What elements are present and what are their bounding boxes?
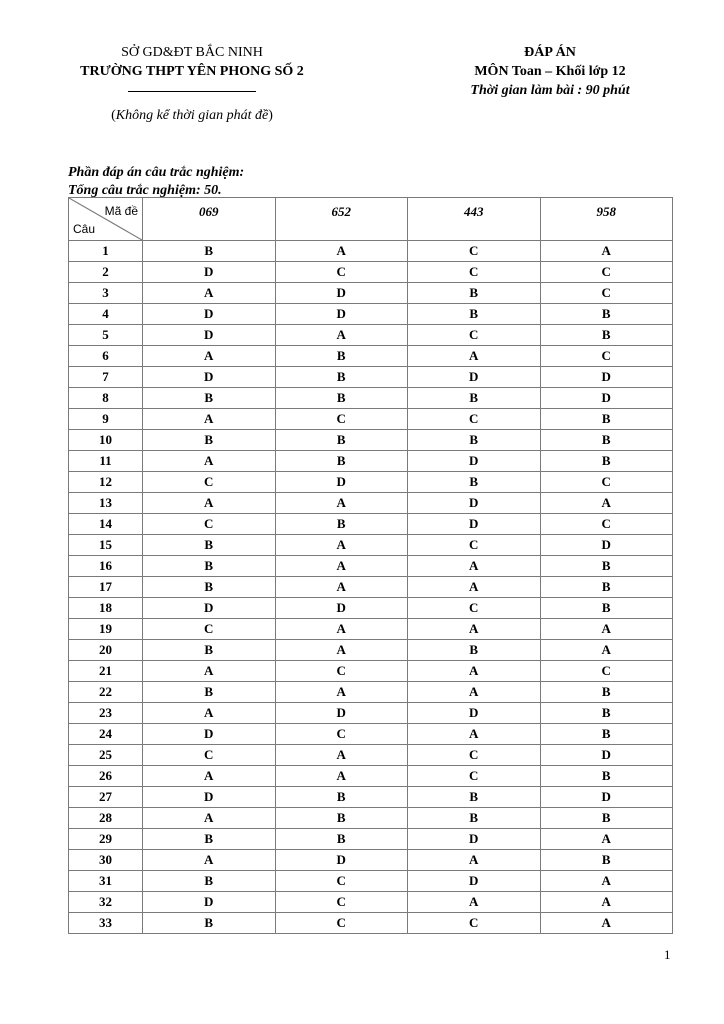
answer-cell: B — [540, 556, 673, 577]
answer-cell: A — [143, 808, 276, 829]
question-number: 6 — [69, 346, 143, 367]
question-number: 22 — [69, 682, 143, 703]
answer-cell: C — [408, 409, 541, 430]
question-number: 24 — [69, 724, 143, 745]
answer-cell: B — [143, 640, 276, 661]
question-number: 21 — [69, 661, 143, 682]
answer-cell: A — [275, 535, 408, 556]
answer-cell: B — [540, 451, 673, 472]
answer-cell: A — [408, 556, 541, 577]
table-row — [69, 871, 673, 892]
answer-cell: D — [143, 367, 276, 388]
table-row — [69, 430, 673, 451]
answer-cell: A — [408, 724, 541, 745]
answer-cell: C — [540, 514, 673, 535]
header-row — [69, 198, 673, 241]
question-number: 10 — [69, 430, 143, 451]
answer-cell: B — [143, 241, 276, 262]
answer-cell: C — [143, 619, 276, 640]
total-questions: Tổng câu trắc nghiệm: 50. — [68, 183, 222, 198]
answer-cell: B — [143, 388, 276, 409]
answer-cell: C — [540, 472, 673, 493]
answer-cell: D — [408, 451, 541, 472]
answer-cell: D — [408, 493, 541, 514]
answer-cell: C — [540, 661, 673, 682]
answer-cell: A — [540, 493, 673, 514]
table-row — [69, 703, 673, 724]
answer-cell: B — [540, 577, 673, 598]
question-number: 5 — [69, 325, 143, 346]
document-title: ĐÁP ÁN — [524, 45, 576, 60]
time-note-close: ) — [268, 108, 273, 123]
exam-code-header: 443 — [408, 198, 541, 241]
corner-cell — [69, 198, 143, 241]
question-number: 7 — [69, 367, 143, 388]
answer-cell: A — [275, 577, 408, 598]
question-number: 28 — [69, 808, 143, 829]
table-row — [69, 682, 673, 703]
answer-cell: C — [408, 262, 541, 283]
table-row — [69, 346, 673, 367]
answer-cell: A — [540, 640, 673, 661]
answer-cell: A — [275, 640, 408, 661]
answer-cell: B — [540, 304, 673, 325]
answer-cell: C — [275, 661, 408, 682]
answer-cell: B — [408, 430, 541, 451]
answer-cell: A — [143, 766, 276, 787]
answer-cell: C — [143, 745, 276, 766]
answer-cell: A — [275, 556, 408, 577]
header-left — [62, 43, 322, 125]
answer-cell: D — [143, 724, 276, 745]
question-number: 17 — [69, 577, 143, 598]
table-row — [69, 850, 673, 871]
question-number: 26 — [69, 766, 143, 787]
answer-cell: B — [143, 577, 276, 598]
answer-cell: D — [408, 703, 541, 724]
answer-cell: B — [275, 514, 408, 535]
question-label: Câu — [73, 222, 96, 236]
answer-cell: B — [540, 724, 673, 745]
answer-cell: D — [540, 367, 673, 388]
question-number: 4 — [69, 304, 143, 325]
answer-cell: C — [540, 346, 673, 367]
question-number: 1 — [69, 241, 143, 262]
table-row — [69, 304, 673, 325]
answer-cell: A — [408, 661, 541, 682]
question-number: 11 — [69, 451, 143, 472]
answer-cell: B — [408, 304, 541, 325]
table-row — [69, 640, 673, 661]
exam-code-header: 652 — [275, 198, 408, 241]
answer-cell: B — [275, 787, 408, 808]
answer-cell: D — [275, 850, 408, 871]
time-note-open: ( — [111, 108, 116, 123]
time-note-text: Không kể thời gian phát đề — [115, 108, 269, 123]
table-row — [69, 808, 673, 829]
table-row — [69, 787, 673, 808]
school-name: TRƯỜNG THPT YÊN PHONG SỐ 2 — [80, 64, 304, 79]
answer-cell: B — [143, 871, 276, 892]
answer-cell: A — [540, 829, 673, 850]
answer-cell: B — [275, 388, 408, 409]
question-number: 27 — [69, 787, 143, 808]
page-number: 1 — [664, 947, 671, 962]
answer-table-body — [69, 241, 673, 934]
table-row — [69, 409, 673, 430]
answer-cell: B — [275, 367, 408, 388]
answer-cell: D — [275, 304, 408, 325]
answer-cell: D — [408, 829, 541, 850]
answer-cell: D — [540, 535, 673, 556]
answer-cell: B — [540, 766, 673, 787]
answer-cell: D — [275, 472, 408, 493]
answer-cell: A — [143, 346, 276, 367]
answer-cell: B — [408, 472, 541, 493]
answer-cell: D — [143, 304, 276, 325]
answer-cell: C — [275, 724, 408, 745]
answer-cell: A — [275, 619, 408, 640]
question-number: 18 — [69, 598, 143, 619]
answer-cell: C — [275, 409, 408, 430]
answer-cell: A — [143, 409, 276, 430]
exam-code-label: Mã đề — [104, 204, 138, 218]
answer-cell: C — [408, 325, 541, 346]
table-row — [69, 472, 673, 493]
answer-cell: D — [408, 514, 541, 535]
answer-cell: D — [143, 598, 276, 619]
table-row — [69, 745, 673, 766]
table-row — [69, 514, 673, 535]
answer-cell: B — [143, 430, 276, 451]
answer-cell: C — [408, 535, 541, 556]
answer-cell: C — [408, 745, 541, 766]
question-number: 12 — [69, 472, 143, 493]
table-row — [69, 724, 673, 745]
table-row — [69, 829, 673, 850]
table-row — [69, 661, 673, 682]
exam-code-header: 958 — [540, 198, 673, 241]
answer-cell: C — [275, 913, 408, 934]
question-number: 3 — [69, 283, 143, 304]
answer-cell: B — [540, 682, 673, 703]
answer-cell: C — [275, 871, 408, 892]
question-number: 29 — [69, 829, 143, 850]
answer-cell: A — [143, 451, 276, 472]
answer-cell: A — [408, 577, 541, 598]
answer-cell: B — [540, 808, 673, 829]
answer-cell: C — [408, 766, 541, 787]
answer-cell: B — [143, 913, 276, 934]
answer-table — [68, 197, 673, 934]
answer-cell: B — [275, 829, 408, 850]
answer-cell: A — [275, 241, 408, 262]
table-row — [69, 766, 673, 787]
answer-cell: A — [275, 745, 408, 766]
section-title: Phần đáp án câu trắc nghiệm: — [68, 165, 245, 180]
table-row — [69, 241, 673, 262]
answer-cell: C — [143, 472, 276, 493]
answer-cell: A — [540, 241, 673, 262]
header-divider — [128, 91, 256, 92]
table-row — [69, 367, 673, 388]
question-number: 23 — [69, 703, 143, 724]
question-number: 15 — [69, 535, 143, 556]
answer-cell: A — [540, 871, 673, 892]
question-number: 31 — [69, 871, 143, 892]
table-row — [69, 388, 673, 409]
table-row — [69, 619, 673, 640]
answer-cell: A — [540, 619, 673, 640]
answer-cell: B — [275, 430, 408, 451]
answer-cell: C — [540, 283, 673, 304]
answer-cell: B — [275, 808, 408, 829]
answer-cell: A — [143, 850, 276, 871]
answer-cell: D — [408, 367, 541, 388]
time-note — [62, 106, 322, 125]
answer-cell: B — [540, 598, 673, 619]
question-number: 14 — [69, 514, 143, 535]
answer-cell: B — [143, 682, 276, 703]
question-number: 25 — [69, 745, 143, 766]
question-number: 2 — [69, 262, 143, 283]
answer-cell: C — [275, 892, 408, 913]
table-row — [69, 325, 673, 346]
exam-code-header: 069 — [143, 198, 276, 241]
question-number: 16 — [69, 556, 143, 577]
answer-cell: B — [408, 787, 541, 808]
question-number: 19 — [69, 619, 143, 640]
answer-cell: B — [143, 829, 276, 850]
answer-cell: A — [408, 682, 541, 703]
answer-cell: A — [275, 493, 408, 514]
answer-cell: B — [540, 409, 673, 430]
answer-cell: B — [408, 808, 541, 829]
answer-cell: A — [275, 325, 408, 346]
answer-cell: D — [540, 388, 673, 409]
answer-table-head — [69, 198, 673, 241]
answer-cell: C — [540, 262, 673, 283]
table-row — [69, 283, 673, 304]
answer-cell: D — [143, 892, 276, 913]
answer-cell: C — [408, 241, 541, 262]
answer-cell: D — [275, 283, 408, 304]
table-row — [69, 892, 673, 913]
question-number: 13 — [69, 493, 143, 514]
answer-cell: D — [143, 787, 276, 808]
answer-cell: A — [143, 493, 276, 514]
answer-cell: B — [408, 640, 541, 661]
answer-cell: C — [408, 598, 541, 619]
answer-cell: D — [143, 325, 276, 346]
table-row — [69, 535, 673, 556]
answer-cell: A — [408, 346, 541, 367]
answer-cell: B — [143, 556, 276, 577]
question-number: 32 — [69, 892, 143, 913]
answer-cell: B — [408, 283, 541, 304]
answer-cell: B — [408, 388, 541, 409]
answer-cell: A — [408, 892, 541, 913]
answer-cell: D — [408, 871, 541, 892]
answer-cell: A — [143, 703, 276, 724]
question-number: 33 — [69, 913, 143, 934]
department-name: SỞ GD&ĐT BẮC NINH — [121, 45, 263, 60]
answer-cell: A — [275, 766, 408, 787]
header-right — [452, 43, 648, 100]
answer-cell: A — [540, 913, 673, 934]
answer-cell: A — [408, 850, 541, 871]
table-row — [69, 493, 673, 514]
question-number: 20 — [69, 640, 143, 661]
answer-cell: B — [540, 325, 673, 346]
table-row — [69, 598, 673, 619]
answer-cell: D — [275, 598, 408, 619]
table-row — [69, 913, 673, 934]
answer-cell: A — [540, 892, 673, 913]
answer-cell: D — [540, 745, 673, 766]
answer-cell: C — [275, 262, 408, 283]
answer-cell: B — [275, 451, 408, 472]
answer-cell: B — [275, 346, 408, 367]
section-heading — [68, 164, 244, 200]
answer-cell: D — [540, 787, 673, 808]
table-row — [69, 451, 673, 472]
table-row — [69, 556, 673, 577]
answer-cell: A — [275, 682, 408, 703]
question-number: 30 — [69, 850, 143, 871]
answer-cell: A — [143, 283, 276, 304]
answer-cell: A — [143, 661, 276, 682]
answer-cell: A — [408, 619, 541, 640]
answer-cell: D — [275, 703, 408, 724]
answer-cell: B — [540, 850, 673, 871]
answer-cell: D — [143, 262, 276, 283]
subject-line: MÔN Toan – Khối lớp 12 — [474, 64, 626, 79]
question-number: 8 — [69, 388, 143, 409]
table-row — [69, 577, 673, 598]
table-row — [69, 262, 673, 283]
answer-cell: B — [540, 430, 673, 451]
answer-cell: B — [143, 535, 276, 556]
exam-time: Thời gian làm bài : 90 phút — [470, 83, 630, 98]
answer-cell: B — [540, 703, 673, 724]
answer-cell: C — [143, 514, 276, 535]
question-number: 9 — [69, 409, 143, 430]
answer-cell: C — [408, 913, 541, 934]
